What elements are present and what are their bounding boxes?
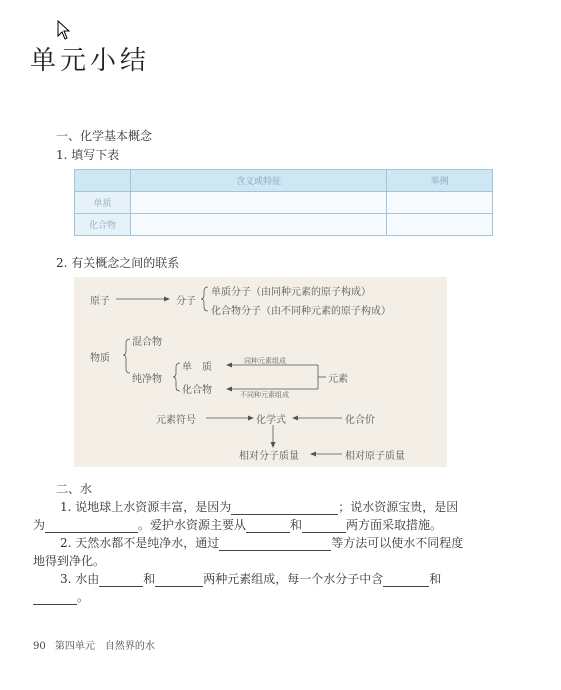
- q3-text-e: 。: [77, 590, 90, 604]
- q2-text-a: 2. 天然水都不是纯净水，通过: [60, 536, 220, 550]
- q3-text-b: 和: [143, 572, 156, 586]
- q1-line2: [33, 516, 442, 533]
- page-number: 90: [33, 641, 46, 652]
- label-diff-element: 不同种元素组成: [240, 391, 289, 399]
- fill-table: [74, 169, 493, 236]
- table-header-example: 举例: [387, 170, 493, 192]
- q1-text-e: 和: [290, 518, 303, 532]
- node-symbol: 元素符号: [156, 415, 196, 426]
- label-same-element: 同种元素组成: [244, 357, 286, 365]
- q2-text-b: 等方法可以使水不同程度: [331, 536, 464, 550]
- node-molecule: 分子: [176, 296, 196, 307]
- q3-text-d: 和: [429, 572, 442, 586]
- blank: [33, 592, 77, 605]
- footer-unit: 第四单元 自然界的水: [54, 641, 155, 652]
- node-compound-molecule: 化合物分子（由不同种元素的原子构成）: [211, 306, 391, 317]
- blank: [99, 574, 143, 587]
- table-cell: [387, 214, 493, 236]
- q3-text-a: 3. 水由: [60, 572, 100, 586]
- q2-line1: [60, 534, 463, 551]
- mouse-cursor-icon: [57, 20, 71, 40]
- row-label-element: 单质: [75, 192, 131, 214]
- table-row: [75, 192, 493, 214]
- blank: [45, 520, 138, 533]
- table-cell: [387, 192, 493, 214]
- blank: [231, 502, 338, 515]
- node-atom: 原子: [90, 296, 110, 307]
- q1-line1: [60, 498, 458, 515]
- node-substance: 物质: [90, 353, 110, 364]
- section1-heading: 一、化学基本概念: [56, 129, 153, 143]
- blank: [155, 574, 203, 587]
- concept-diagram: [74, 277, 447, 467]
- node-element-substance: 单 质: [182, 362, 212, 373]
- node-rel-mol-mass: 相对分子质量: [239, 451, 299, 462]
- node-mixture: 混合物: [132, 337, 162, 348]
- q1-text-a: 1. 说地球上水资源丰富，是因为: [60, 500, 232, 514]
- q3-text-c: 两种元素组成，每一个水分子中含: [203, 572, 384, 586]
- node-valence: 化合价: [345, 415, 375, 426]
- table-corner: [75, 170, 131, 192]
- q1-text-c: 为: [33, 518, 46, 532]
- table-cell: [131, 214, 387, 236]
- q1-text-b: ；说水资源宝贵，是因: [338, 500, 459, 514]
- blank: [246, 520, 290, 533]
- table-header-meaning: 含义或特征: [131, 170, 387, 192]
- q1-text-d: 。爱护水资源主要从: [138, 518, 247, 532]
- q1-text-f: 两方面采取措施。: [346, 518, 443, 532]
- section2-heading: 二、水: [56, 482, 93, 496]
- item1-label: 1. 填写下表: [56, 148, 120, 162]
- q3-line2: [33, 588, 89, 605]
- node-pure: 纯净物: [132, 374, 162, 385]
- page-footer: [33, 637, 155, 652]
- table-row: [75, 214, 493, 236]
- node-rel-atom-mass: 相对原子质量: [345, 451, 405, 462]
- table-cell: [131, 192, 387, 214]
- node-formula: 化学式: [256, 415, 286, 426]
- row-label-compound: 化合物: [75, 214, 131, 236]
- node-element-molecule: 单质分子（由同种元素的原子构成）: [211, 287, 371, 298]
- page-title: 单元小结: [30, 46, 151, 76]
- blank: [219, 538, 331, 551]
- q2-line2: 地得到净化。: [33, 554, 106, 568]
- node-compound: 化合物: [182, 385, 212, 396]
- item2-label: 2. 有关概念之间的联系: [56, 256, 180, 270]
- blank: [383, 574, 429, 587]
- q3-line1: [60, 570, 441, 587]
- node-element: 元素: [328, 374, 348, 385]
- blank: [302, 520, 346, 533]
